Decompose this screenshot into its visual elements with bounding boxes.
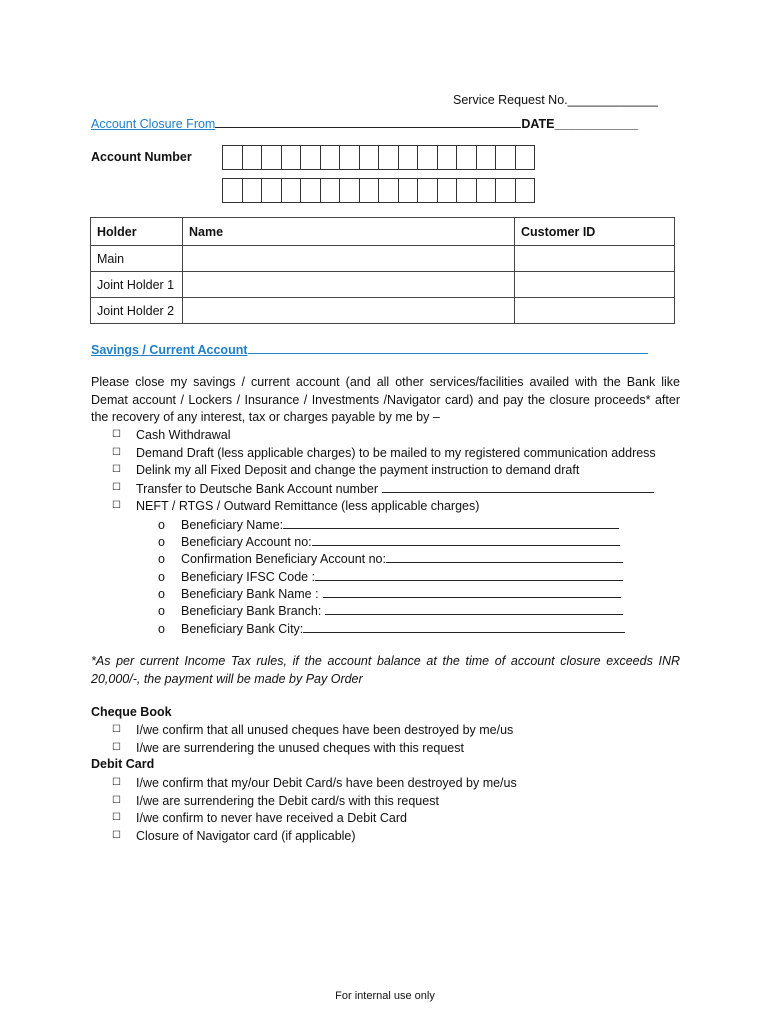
beneficiary-account-label: Beneficiary Account no: [181,535,312,549]
option-1-checkbox[interactable]: ☐ [112,429,121,440]
beneficiary-name-field[interactable] [283,517,619,529]
bank-city-field[interactable] [303,621,625,633]
cheque-item-2-label: I/we are surrendering the unused cheques with this request [136,741,464,755]
ifsc-field[interactable] [315,569,623,581]
bank-name-label: Beneficiary Bank Name : [181,587,319,601]
sub-bullet: o [158,587,165,601]
account-closure-label: Account Closure From [91,117,216,131]
holder-column-header: Holder [91,218,183,246]
holder-joint-1-label: Joint Holder 1 [91,272,183,298]
debit-item-1-checkbox[interactable]: ☐ [112,777,121,788]
closure-paragraph: Please close my savings / current account (and all other services/facilities availed with the Bank like Demat account / Lockers / Insurance / Investments /Navigator card) and pay the closure proceeds* after the recovery of any interest, tax or charges payable by me by – [91,375,680,424]
option-4-checkbox[interactable]: ☐ [112,482,121,493]
debit-card-heading: Debit Card [91,757,155,771]
ifsc-row [181,569,623,584]
savings-heading-underline [248,342,648,354]
customer-id-column-header: Customer ID [515,218,675,246]
beneficiary-name-row [181,517,619,532]
beneficiary-account-field[interactable] [312,534,620,546]
confirm-account-label: Confirmation Beneficiary Account no: [181,552,386,566]
bank-name-row [181,586,621,601]
cheque-book-heading: Cheque Book [91,705,172,719]
table-row [91,246,675,272]
option-3-label: Delink my all Fixed Deposit and change the payment instruction to demand draft [136,463,580,477]
beneficiary-name-label: Beneficiary Name: [181,518,284,532]
option-4-label: Transfer to Deutsche Bank Account number [136,482,379,496]
main-name-cell[interactable] [183,246,515,272]
joint-2-name-cell[interactable] [183,298,515,324]
savings-heading-row [91,342,648,357]
holders-table [90,217,675,324]
joint-1-name-cell[interactable] [183,272,515,298]
joint-2-customer-id-cell[interactable] [515,298,675,324]
option-5-checkbox[interactable]: ☐ [112,500,121,511]
sub-bullet: o [158,518,165,532]
bank-branch-row [181,603,623,618]
name-column-header: Name [183,218,515,246]
bank-city-row [181,621,625,636]
option-2-checkbox[interactable]: ☐ [112,447,121,458]
sub-bullet: o [158,622,165,636]
holder-joint-2-label: Joint Holder 2 [91,298,183,324]
table-header-row [91,218,675,246]
confirm-account-field[interactable] [386,551,623,563]
debit-item-4-label: Closure of Navigator card (if applicable) [136,829,356,843]
debit-item-4-checkbox[interactable]: ☐ [112,830,121,841]
account-number-boxes-row-1[interactable] [222,145,534,170]
bank-name-field[interactable] [323,586,621,598]
table-row [91,298,675,324]
service-request-number: Service Request No._____________ [453,93,659,107]
option-3-checkbox[interactable]: ☐ [112,464,121,475]
option-4-row [136,481,654,496]
savings-heading: Savings / Current Account [91,343,248,357]
option-1-label: Cash Withdrawal [136,428,231,442]
holder-main-label: Main [91,246,183,272]
cheque-item-1-label: I/we confirm that all unused cheques have been destroyed by me/us [136,723,514,737]
bank-branch-label: Beneficiary Bank Branch: [181,604,322,618]
income-tax-note: *As per current Income Tax rules, if the account balance at the time of account closure exceeds INR 20,000/-, the payment will be made by Pay Order [91,654,680,686]
date-label: DATE____________ [521,117,638,131]
bank-branch-field[interactable] [325,603,623,615]
sub-bullet: o [158,552,165,566]
joint-1-customer-id-cell[interactable] [515,272,675,298]
option-5-label: NEFT / RTGS / Outward Remittance (less applicable charges) [136,499,480,513]
debit-item-3-checkbox[interactable]: ☐ [112,812,121,823]
account-closure-field[interactable] [215,116,521,128]
sub-bullet: o [158,570,165,584]
cheque-item-2-checkbox[interactable]: ☐ [112,742,121,753]
sub-bullet: o [158,535,165,549]
table-row [91,272,675,298]
cheque-item-1-checkbox[interactable]: ☐ [112,724,121,735]
account-number-label: Account Number [91,150,192,164]
beneficiary-account-row [181,534,620,549]
main-customer-id-cell[interactable] [515,246,675,272]
debit-item-1-label: I/we confirm that my/our Debit Card/s have been destroyed by me/us [136,776,517,790]
debit-item-2-checkbox[interactable]: ☐ [112,795,121,806]
account-number-boxes-row-2[interactable] [222,178,534,203]
debit-item-2-label: I/we are surrendering the Debit card/s with this request [136,794,439,808]
debit-item-3-label: I/we confirm to never have received a Debit Card [136,811,407,825]
bank-city-label: Beneficiary Bank City: [181,622,304,636]
footer-text: For internal use only [335,990,435,1002]
confirm-account-row [181,551,623,566]
option-2-label: Demand Draft (less applicable charges) to be mailed to my registered communication address [136,446,656,460]
account-number-field[interactable] [382,481,654,493]
sub-bullet: o [158,604,165,618]
ifsc-label: Beneficiary IFSC Code : [181,570,316,584]
account-closure-row [91,116,638,131]
